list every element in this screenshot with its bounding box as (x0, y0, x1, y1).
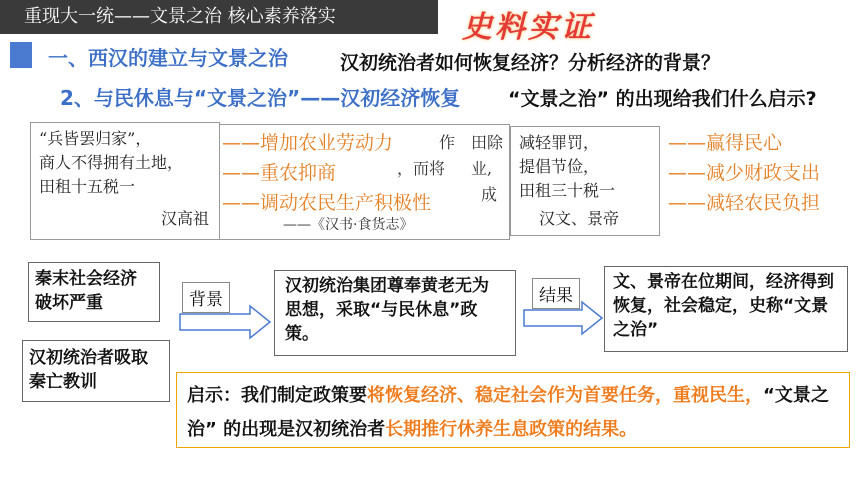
header-title: 重现大一统——文景之治 核心素养落实 (24, 6, 336, 27)
source-line: 田租三十税一 (519, 181, 616, 200)
insight-box (176, 372, 850, 448)
source-citation: ——《汉书·食货志》 (283, 217, 414, 233)
source-box-right (510, 126, 660, 236)
effect-right: ——赢得民心 (668, 132, 783, 154)
insight-text: 是汉初统治者 (277, 419, 386, 440)
section-title: 一、西汉的建立与文景之治 (48, 46, 288, 70)
background-label: 背景 (182, 282, 230, 313)
effect-right: ——减少财政支出 (668, 162, 821, 184)
policy-box: 汉初统治集团尊奉黄老无为思想，采取“与民休息”政策。 (274, 270, 516, 356)
source-fragment: 作 (439, 133, 456, 152)
source-line: 商人不得拥有土地， (39, 153, 184, 172)
source-author: 汉高祖 (160, 209, 209, 228)
cause-box-2: 汉初统治者吸取秦亡教训 (22, 340, 170, 402)
section-marker (10, 42, 32, 68)
insight-highlight: 长期推行休养生息政策的结果。 (385, 419, 638, 440)
insight-text: “文景之治” 的出现 (187, 385, 829, 440)
source-line: 田租十五税一 (39, 177, 136, 196)
section-subtitle: 2、与民休息与“文景之治”——汉初经济恢复 (60, 86, 461, 110)
result-label: 结果 (532, 278, 580, 309)
effect-left: ——调动农民生产积极性 (222, 192, 432, 214)
insight-highlight: 将恢复经济、稳定社会作为首要任务，重视民生， (367, 385, 763, 406)
source-fragment: 田除 (471, 133, 504, 152)
result-box: 文、景帝在位期间，经济得到恢复，社会稳定，史称“文景之治” (604, 266, 848, 352)
effect-left: ——重农抑商 (222, 162, 337, 184)
source-line: “兵皆罢归家”， (39, 129, 152, 148)
source-stamp: 史料实证 (462, 10, 594, 45)
source-author: 汉文、景帝 (539, 209, 620, 228)
insight-text: 启示：我们制定政策要 (187, 385, 367, 406)
source-fragment: 业, (471, 159, 493, 178)
source-fragment: ，而将 (397, 159, 446, 178)
arrow-right-icon (178, 304, 272, 340)
source-line: 减轻罪罚， (519, 133, 600, 152)
source-box-left (30, 122, 220, 240)
source-fragment: 成 (481, 185, 498, 204)
effect-left: ——增加农业劳动力 (222, 132, 394, 154)
source-line: 提倡节俭， (519, 157, 600, 176)
question-1: 汉初统治者如何恢复经济？分析经济的背景？ (340, 52, 721, 74)
header-bar (0, 0, 438, 34)
question-2: “文景之治” 的出现给我们什么启示? (508, 88, 817, 110)
arrow-right-icon (522, 300, 604, 336)
cause-box-1: 秦末社会经济破坏严重 (28, 262, 160, 322)
effect-right: ——减轻农民负担 (668, 192, 821, 214)
